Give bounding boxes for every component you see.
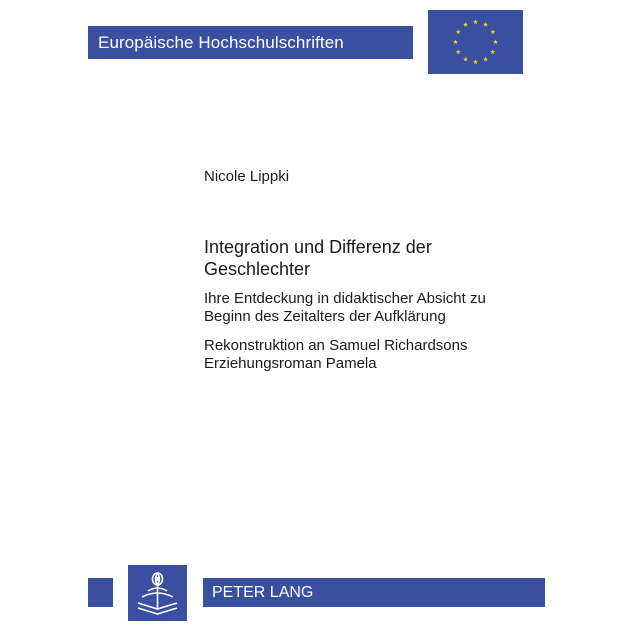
book-subtitle-secondary: Rekonstruktion an Samuel Richardsons Erziehungsroman Pamela — [204, 337, 468, 372]
publisher-logo-icon — [128, 565, 187, 621]
flag-star — [473, 59, 478, 64]
book-title: Integration und Differenz der Geschlechter — [204, 237, 432, 279]
flag-star — [493, 39, 498, 44]
decorative-square — [88, 578, 113, 607]
author-name: Nicole Lippki — [204, 168, 290, 185]
flag-star — [473, 19, 478, 24]
flag-star — [483, 22, 488, 27]
publisher-banner — [203, 578, 545, 607]
flag-star — [490, 49, 495, 54]
flag-star — [490, 29, 495, 34]
flag-star — [463, 57, 468, 62]
flag-star — [483, 57, 488, 62]
eu-flag-icon — [428, 10, 523, 74]
flag-star — [463, 22, 468, 27]
book-subtitle: Ihre Entdeckung in didaktischer Absicht zu Beginn des Zeitalters der Aufklärung — [204, 290, 486, 325]
flag-star — [453, 39, 458, 44]
series-banner — [88, 26, 413, 59]
flag-star — [456, 49, 461, 54]
publisher-name: PETER LANG — [212, 584, 314, 601]
series-title: Europäische Hochschulschriften — [98, 33, 344, 52]
flag-star — [456, 29, 461, 34]
